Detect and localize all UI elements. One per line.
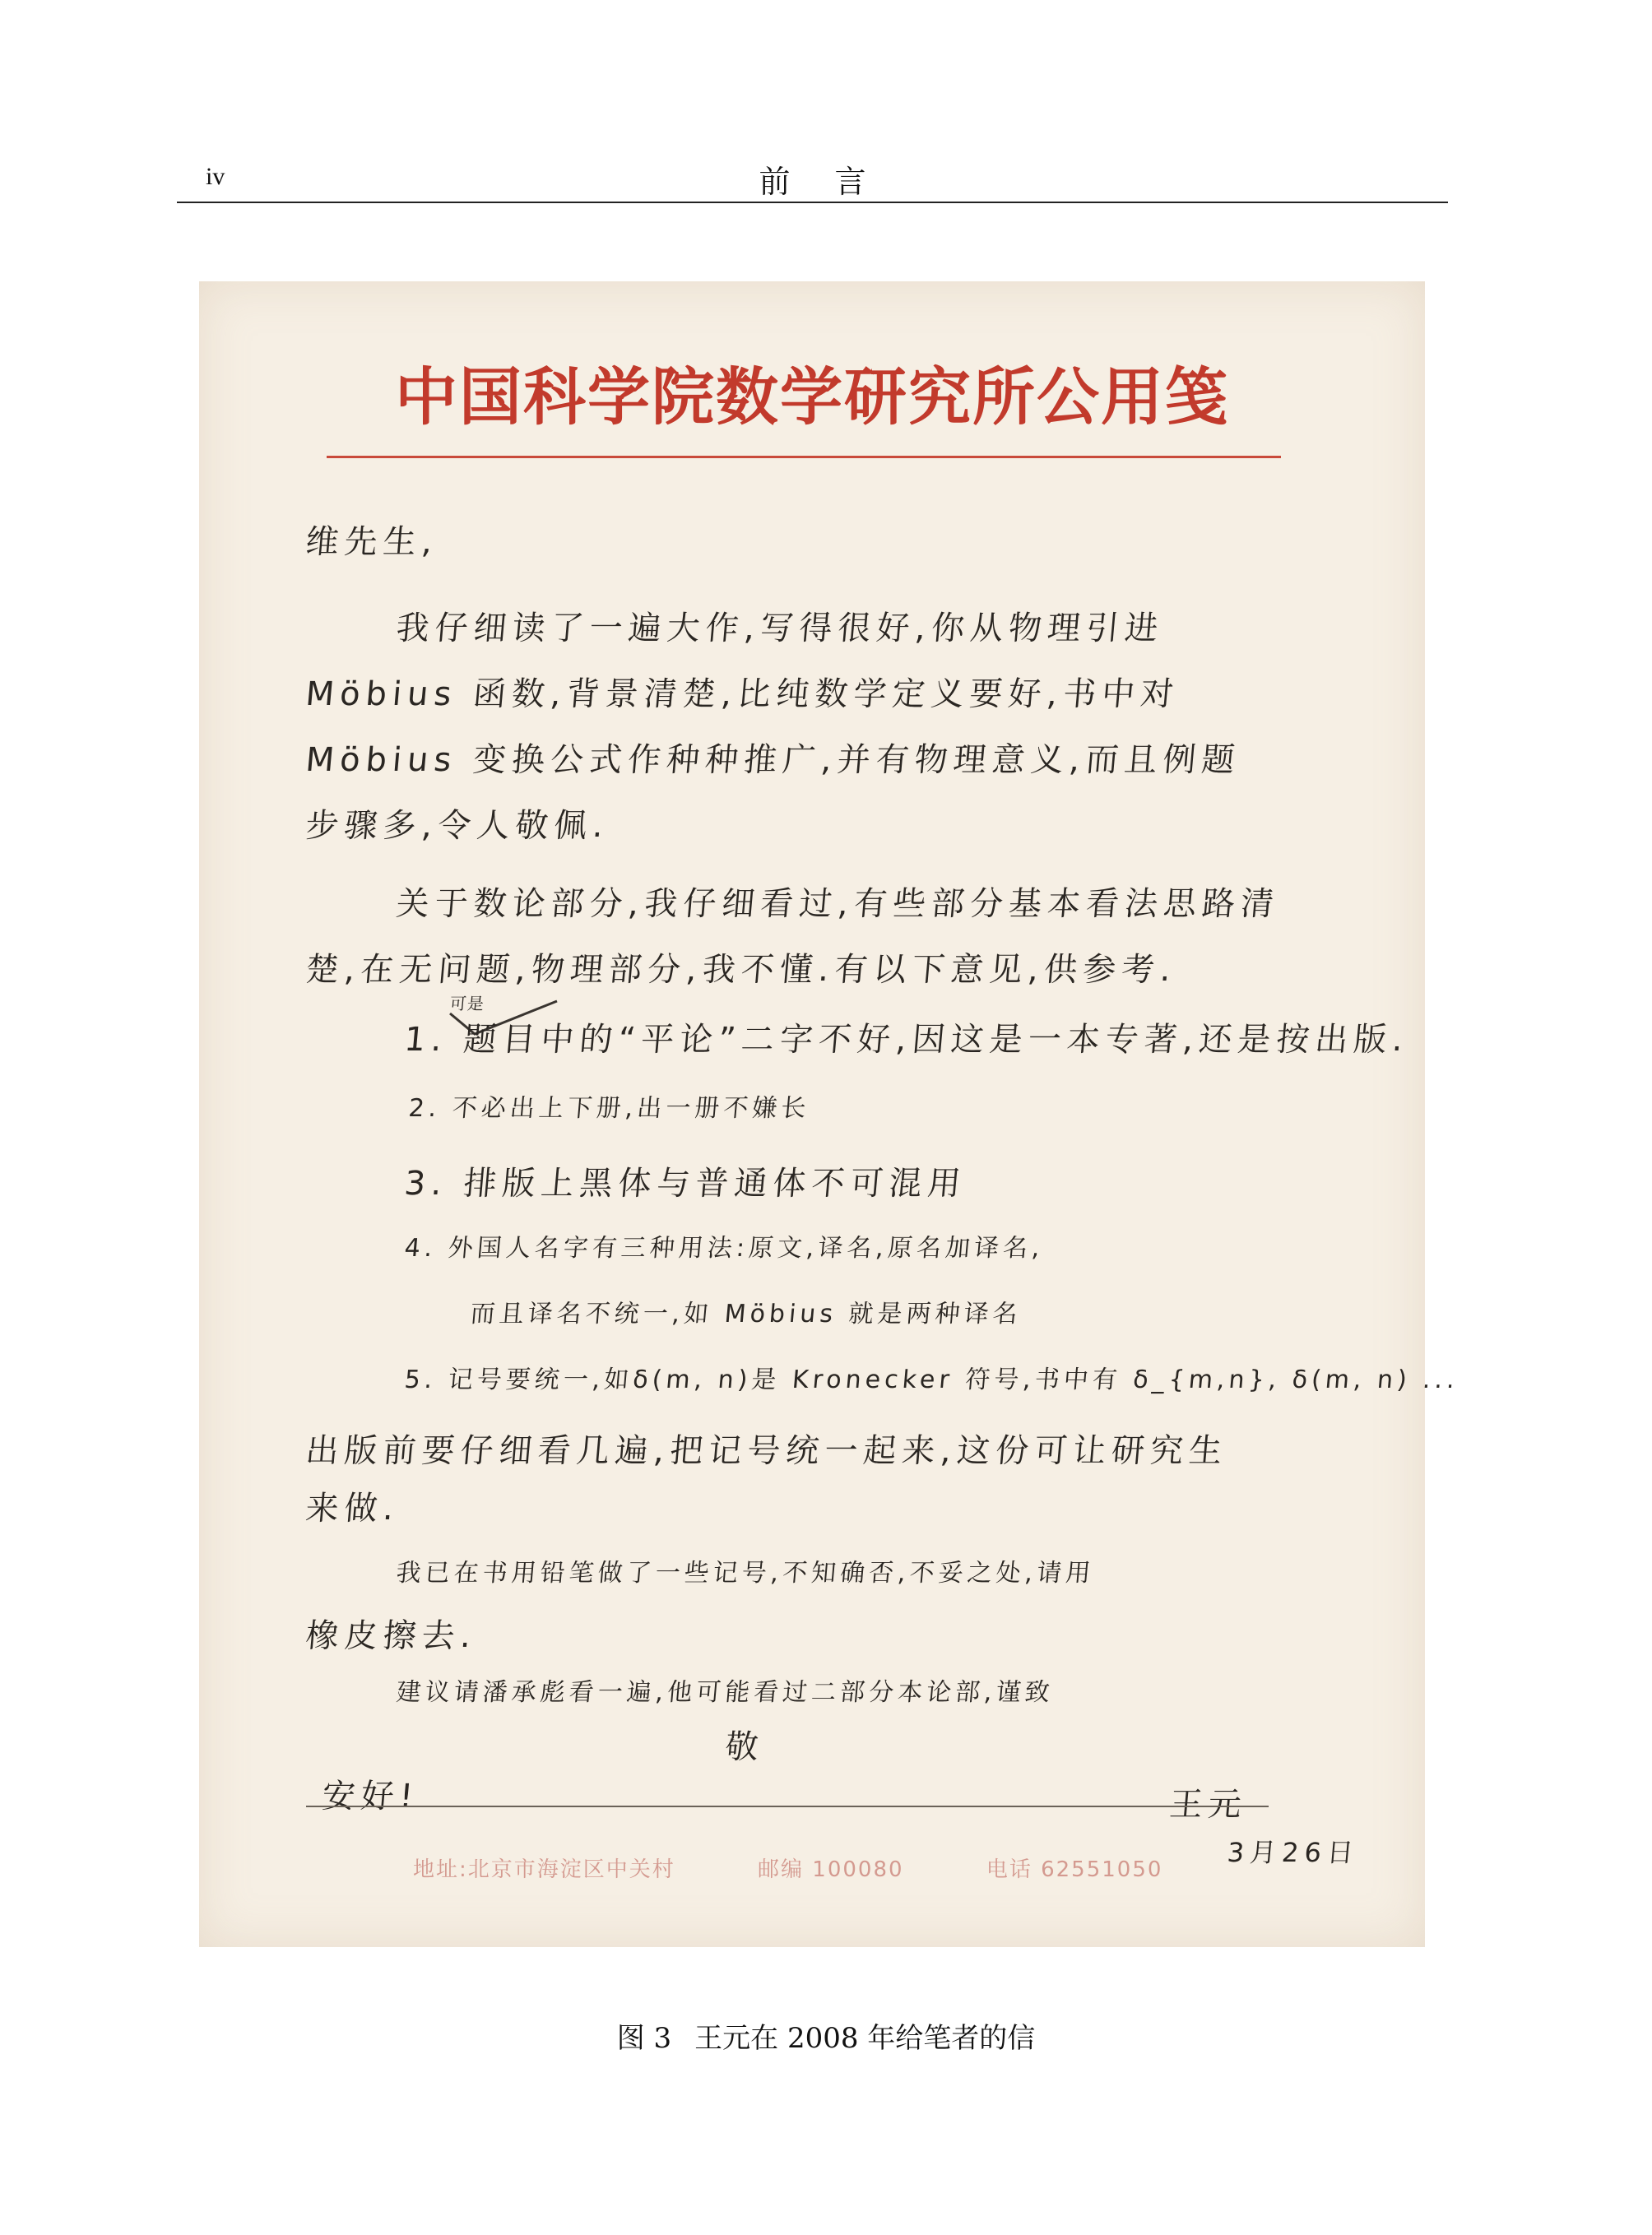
letter-line-3: Möbius 变换公式作种种推广,并有物理意义,而且例题: [304, 741, 1242, 779]
salutation: 维先生,: [304, 523, 440, 561]
letter-item-5: 5. 记号要统一,如δ(m, n)是 Kronecker 符号,书中有 δ_{m,n}, δ(m, n) ...: [403, 1366, 1460, 1394]
letter-item-4: 4. 外国人名字有三种用法:原文,译名,原名加译名,: [403, 1234, 1046, 1263]
letter-item-3: 3. 排版上黑体与普通体不可混用: [402, 1165, 968, 1203]
letter-item-1: 1. 题目中的“平论”二字不好,因这是一本专著,还是按出版.: [402, 1021, 1411, 1059]
footer-phone: 电话 62551050: [986, 1857, 1163, 1882]
page-number: iv: [206, 163, 225, 190]
letter-line-12: 敬: [723, 1728, 766, 1766]
letter-line-2: Möbius 函数,背景清楚,比纯数学定义要好,书中对: [304, 675, 1181, 713]
letter-line-9: 我已在书用铅笔做了一些记号,不知确否,不妥之处,请用: [395, 1559, 1096, 1588]
figure-caption: [0, 2015, 1652, 2056]
interline-note: 可是: [448, 994, 485, 1013]
letterhead: 中国科学院数学研究所公用笺: [395, 360, 1229, 434]
figure-caption-text: 王元在 2008 年给笔者的信: [694, 2022, 1036, 2055]
letter-photo: [199, 281, 1460, 1947]
signature: 王元: [1167, 1786, 1249, 1824]
letter-line-7: 出版前要仔细看几遍,把记号统一起来,这份可让研究生: [304, 1432, 1230, 1470]
closing: 安好!: [320, 1778, 420, 1815]
letter-line-4: 步骤多,令人敬佩.: [304, 807, 611, 845]
letter-item-2: 2. 不必出上下册,出一册不嫌长: [407, 1094, 811, 1123]
letter-line-8: 来做.: [304, 1490, 401, 1528]
letter-line-10: 橡皮擦去.: [304, 1617, 479, 1655]
letter-line-6: 楚,在无问题,物理部分,我不懂.有以下意见,供参考.: [304, 951, 1179, 989]
signature-rule: [306, 1806, 1269, 1807]
letterhead-rule: [327, 456, 1281, 458]
letter-line-11: 建议请潘承彪看一遍,他可能看过二部分本论部,谨致: [395, 1678, 1056, 1707]
letter-line-1: 我仔细读了一遍大作,写得很好,你从物理引进: [394, 610, 1166, 647]
running-title: 前言: [759, 164, 911, 200]
footer-postcode: 邮编 100080: [758, 1857, 904, 1882]
footer-address: 地址:北京市海淀区中关村: [413, 1857, 675, 1882]
letterhead-footer: [413, 1852, 1237, 1883]
letter-line-5: 关于数论部分,我仔细看过,有些部分基本看法思路清: [394, 885, 1282, 923]
running-header: [177, 156, 1448, 203]
letter-date: 3月26日: [1226, 1837, 1361, 1868]
figure-number: 图 3: [616, 2022, 672, 2055]
letter-item-4-continued: 而且译名不统一,如 Möbius 就是两种译名: [469, 1300, 1023, 1328]
